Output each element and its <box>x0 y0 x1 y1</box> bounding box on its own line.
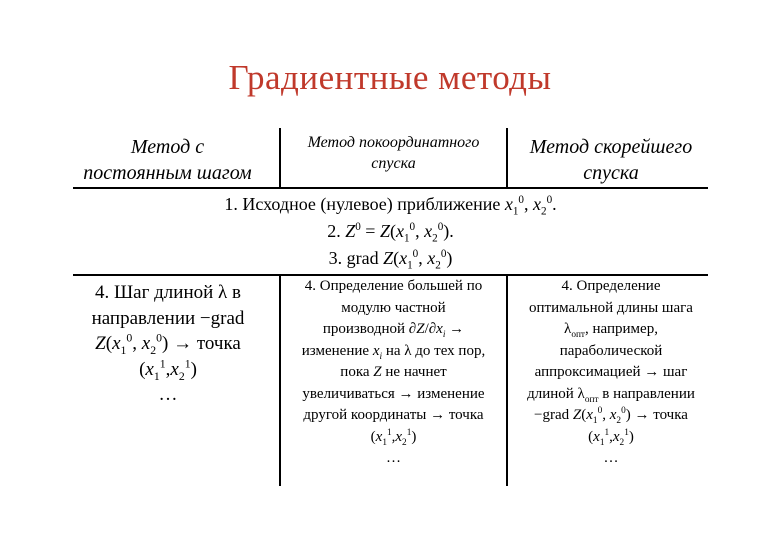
step3-text: 3. grad <box>328 248 384 268</box>
step4-col1-line4: $(x_1^1,x_2^1)$ <box>139 357 197 383</box>
step4-col2-line4: изменение $x_i$ на λ до тех пор, <box>301 342 486 362</box>
step3: 3. grad $Z(x_1^0$, $x_2^0$) <box>328 248 453 272</box>
header-col1-line1: Метод с <box>130 136 205 158</box>
step4-col1-line3-suffix: ) → точка <box>162 333 241 354</box>
header-col3-line1: Метод скорейшего <box>529 136 693 158</box>
step4-col2-line1: 4. Определение большей по <box>304 278 483 294</box>
header-col2-line2: спуска <box>371 155 416 172</box>
step4-col3 <box>508 276 714 470</box>
header-underline <box>73 187 708 189</box>
header-col2-line1: Метод покоординатного <box>307 134 480 151</box>
step4-col2 <box>281 276 506 470</box>
step4-col3-line5: аппроксимацией → шаг <box>534 364 688 380</box>
header-col1-line2: постоянным шагом <box>83 162 252 184</box>
step4-col2-ellipsis: … <box>386 450 401 466</box>
step4-col2-line5: пока Z не начнет <box>340 364 447 380</box>
header-col2 <box>281 132 506 174</box>
step4-col2-line2: модулю частной <box>341 299 446 316</box>
step2: 2. $Z^0 = Z(x_1^0$, $x_2^0$). <box>327 221 454 245</box>
step4-col3-line4: параболической <box>559 342 663 359</box>
header-col3 <box>508 134 714 186</box>
step4-col1 <box>60 280 276 408</box>
step4-col1-line3: $Z(x_1^0$, $x_2^0$) → точка <box>95 331 241 357</box>
step1-text: 1. Исходное (нулевое) приближение <box>224 194 505 214</box>
step4-col2-line7: другой координаты → точка <box>303 407 484 423</box>
step1: 1. Исходное (нулевое) приближение $x_1^0$, $x_2^0$. <box>224 194 557 218</box>
step4-col2-line6: увеличиваться → изменение <box>302 385 485 402</box>
step2-text: 2. <box>327 221 346 241</box>
step4-col3-line8: $(x_1^1,x_2^1)$ <box>588 427 634 448</box>
step4-col3-line7: −grad $Z(x_1^0$, $x_2^0$) → точка <box>534 406 688 426</box>
header-col3-line2: спуска <box>583 162 639 184</box>
step4-col3-line1: 4. Определение <box>561 278 661 294</box>
step4-col3-line3: $\lambda_{опт}$, например, <box>564 321 658 340</box>
step4-col3-ellipsis: … <box>603 450 619 466</box>
step4-col1-line1: 4. Шаг длиной λ в <box>95 282 241 303</box>
header-col1 <box>60 134 275 186</box>
step4-col3-line6: длиной $\lambda_{опт}$ в направлении <box>527 385 695 405</box>
step4-col1-line2: направлении −grad <box>91 307 245 329</box>
slide-title: Градиентные методы <box>228 58 552 97</box>
step4-col1-ellipsis: … <box>158 384 178 405</box>
step4-col2-line8: $(x_1^1,x_2^1)$ <box>370 427 417 448</box>
step4-col3-line2: оптимальной длины шага <box>529 299 693 316</box>
step4-col2-line3: производной $\partial Z/\partial x_i$ → <box>322 321 465 340</box>
